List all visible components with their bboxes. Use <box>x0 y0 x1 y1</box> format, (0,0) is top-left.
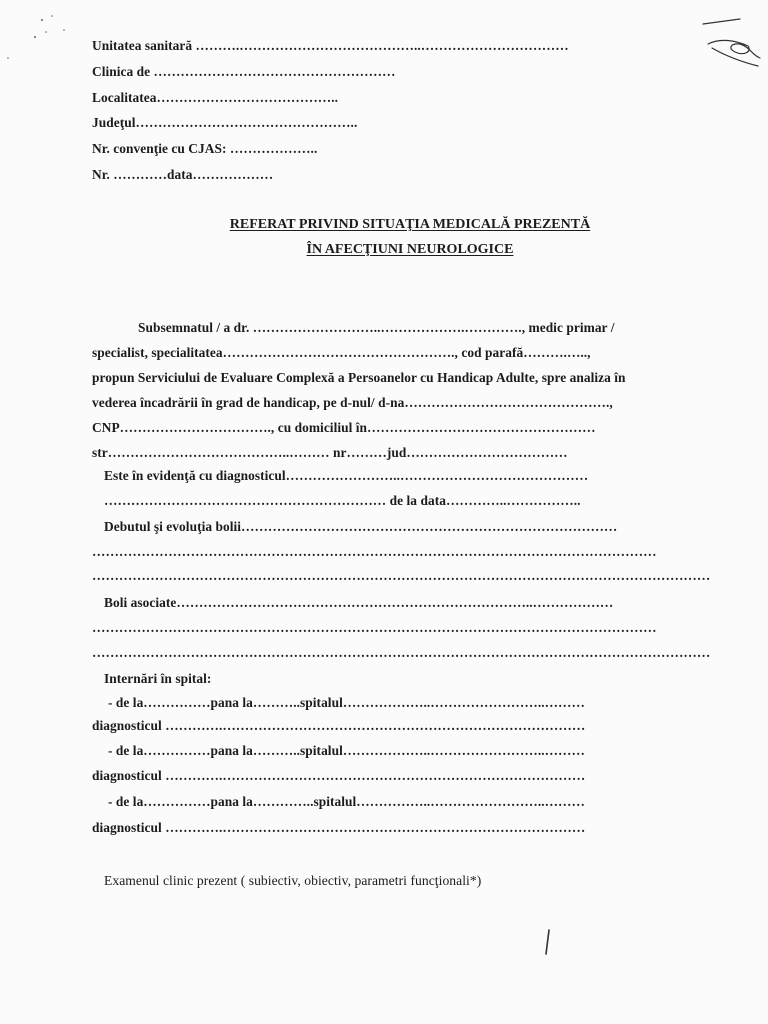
propun-line: propun Serviciului de Evaluare Complexă a Persoanelor cu Handicap Adulte, spre analiza în <box>92 370 626 385</box>
evidenta-diagnostic-line: Este în evidenţă cu diagnosticul……………………..…………………………………… <box>104 468 589 483</box>
judetul-field: Judeţul………………………………………….. <box>92 115 358 130</box>
unitate-sanitara-field: Unitatea sanitară ……….…………………………………..…………………………… <box>92 38 569 53</box>
localitatea-field: Localitatea………………………………….. <box>92 90 339 105</box>
hospitalization-2-line: - de la……………pana la………..spitalul………………..……………………..……… <box>108 743 585 758</box>
handwritten-initials-mark <box>703 19 760 66</box>
corner-speck-marks <box>7 15 65 59</box>
cnp-domiciliu-line: CNP……………………………., cu domiciliul în…………………………………………… <box>92 420 596 435</box>
str-nr-jud-line: str…………………………………..……… nr………jud……………………………… <box>92 445 568 460</box>
diagnostic-2-line: diagnosticul ………….……………………………………………………………………… <box>92 768 586 783</box>
debutul-continuation-2: ………………………………………………………………………………………………………………………… <box>92 568 711 583</box>
specialist-line: specialist, specialitatea……………………………………………., cod parafă……….….., <box>92 345 591 360</box>
signature-mark <box>546 930 549 954</box>
debutul-evolutia-line: Debutul şi evoluţia bolii………………………………………………………………………… <box>104 519 618 534</box>
diagnostic-3-line: diagnosticul ………….……………………………………………………………………… <box>92 820 586 835</box>
boli-continuation-2: ………………………………………………………………………………………………………………………… <box>92 645 711 660</box>
diagnostic-1-line: diagnosticul ………….……………………………………………………………………… <box>92 718 586 733</box>
vederea-line: vederea încadrării în grad de handicap, pe d-nul/ d-na………………………………………., <box>92 395 613 410</box>
nr-data-field: Nr. …………data……………… <box>92 167 274 182</box>
hospitalization-1-line: - de la……………pana la………..spitalul………………..……………………..……… <box>108 695 585 710</box>
examenul-clinic-line: Examenul clinic prezent ( subiectiv, obiectiv, parametri funcţionali*) <box>104 873 482 888</box>
clinica-field: Clinica de ……………………………………………… <box>92 64 396 79</box>
title-line-1: REFERAT PRIVIND SITUAŢIA MEDICALĂ PREZENTĂ <box>229 217 591 232</box>
internari-heading: Internări în spital: <box>104 671 212 686</box>
conventie-cjas-field: Nr. convenţie cu CJAS: ……………….. <box>92 141 318 156</box>
subsemnatul-line: Subsemnatul / a dr. ………………………..……………….…………., medic primar / <box>138 320 615 335</box>
hospitalization-3-line: - de la……………pana la…………..spitalul……………..……………………..……… <box>108 794 585 809</box>
boli-continuation-1: ……………………………………………………………………………………………………………… <box>92 620 657 635</box>
title-line-2: ÎN AFECŢIUNI NEUROLOGICE <box>306 242 514 257</box>
debutul-continuation-1: ……………………………………………………………………………………………………………… <box>92 544 657 559</box>
de-la-data-line: ……………………………………………………… de la data…………..…………….. <box>104 493 581 508</box>
boli-asociate-line: Boli asociate……………………………………………………………………..……………… <box>104 595 614 610</box>
